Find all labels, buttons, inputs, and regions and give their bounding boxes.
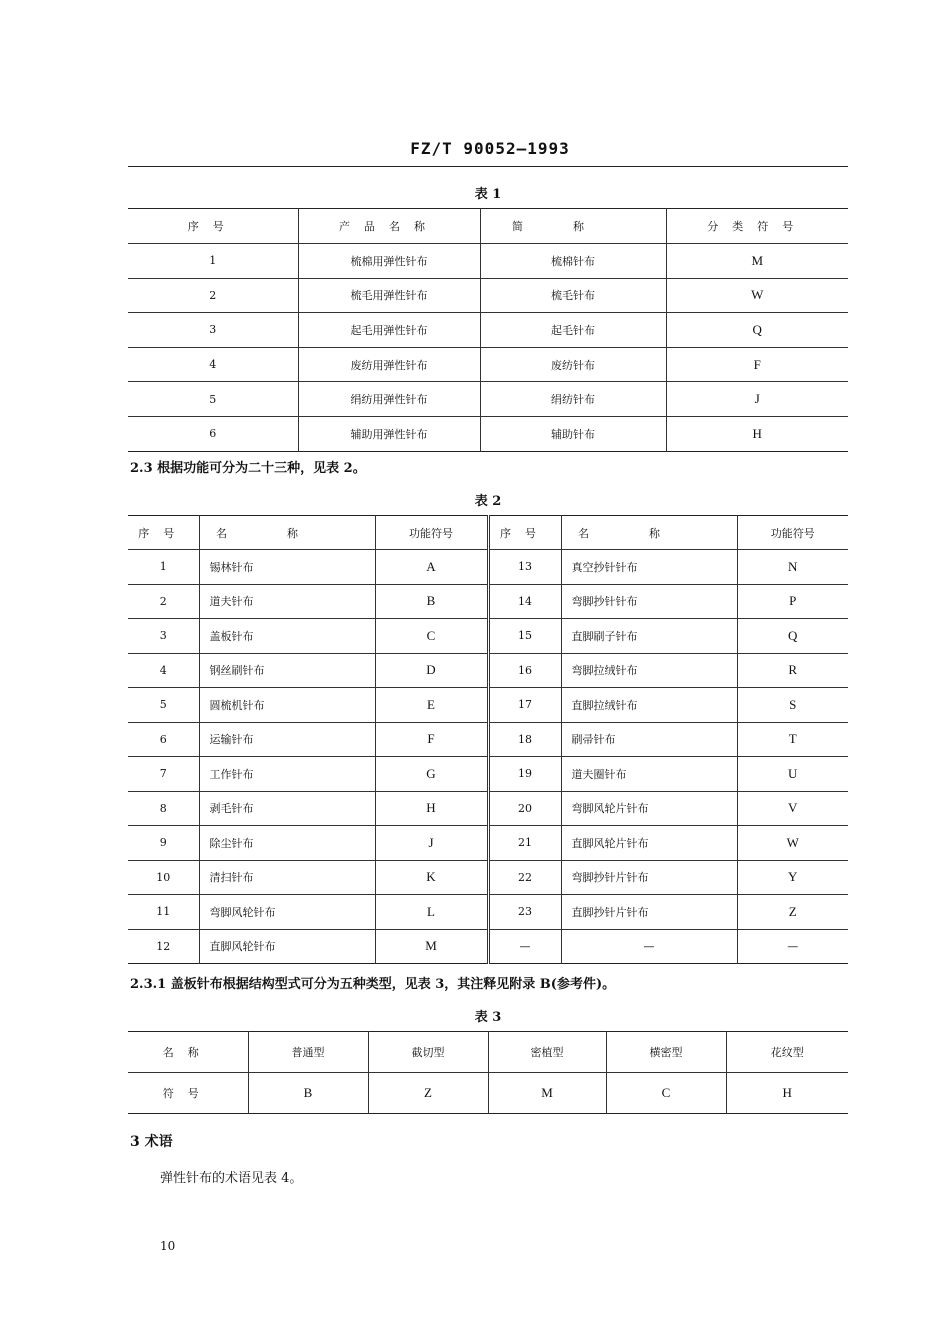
table3-symbol-row	[128, 1073, 848, 1114]
table-cell: 20	[488, 791, 561, 826]
table-cell: 运输针布	[199, 722, 375, 757]
table-cell: 直脚抄针片针布	[561, 895, 737, 930]
table-cell: 弯脚抄针针布	[561, 584, 737, 619]
table-row	[128, 244, 848, 279]
table-row	[128, 278, 848, 313]
table-cell: 盖板针布	[199, 619, 375, 654]
table3-name-row	[128, 1032, 848, 1073]
table3-caption: 表 3	[474, 1010, 502, 1025]
table-cell: W	[737, 826, 848, 861]
table2	[128, 515, 848, 964]
table-cell: 2	[128, 584, 199, 619]
table-row	[128, 860, 848, 895]
table-cell: 23	[488, 895, 561, 930]
table-cell: 6	[128, 416, 298, 451]
table-cell: A	[375, 550, 488, 585]
table-cell: 22	[488, 860, 561, 895]
table-cell: 梳毛用弹性针布	[298, 278, 480, 313]
table1	[128, 208, 848, 452]
standard-code-header: FZ/T 90052—1993	[410, 139, 570, 158]
table-cell: 锡林针布	[199, 550, 375, 585]
table-cell: 剥毛针布	[199, 791, 375, 826]
table-cell: 13	[488, 550, 561, 585]
table-row	[128, 929, 848, 964]
table-cell: 弯脚抄针片针布	[561, 860, 737, 895]
table1-header-cell: 分类符号	[666, 209, 848, 244]
table-cell: F	[666, 347, 848, 382]
table-cell: Z	[368, 1073, 488, 1114]
section-2-3-1-text: 2.3.1 盖板针布根据结构型式可分为五种类型，见表 3，其注释见附录 B(参考件)。	[130, 977, 616, 992]
table-cell: S	[737, 688, 848, 723]
table-row	[128, 826, 848, 861]
section-2-3-text: 2.3 根据功能可分为二十三种，见表 2。	[130, 461, 366, 476]
table-cell: C	[375, 619, 488, 654]
table-cell: 起毛针布	[480, 313, 666, 348]
table-cell: 普通型	[248, 1032, 368, 1073]
table-cell: 废纺用弹性针布	[298, 347, 480, 382]
table-cell: 钢丝刷针布	[199, 653, 375, 688]
table-cell: 直脚刷子针布	[561, 619, 737, 654]
table2-header-cell: 名称	[199, 516, 375, 550]
table-cell: 19	[488, 757, 561, 792]
table-cell: 17	[488, 688, 561, 723]
table-cell: Z	[737, 895, 848, 930]
table-cell: 辅助针布	[480, 416, 666, 451]
table-cell: H	[666, 416, 848, 451]
table3	[128, 1031, 848, 1114]
table-row	[128, 688, 848, 723]
table-cell: 2	[128, 278, 298, 313]
table-cell: 1	[128, 244, 298, 279]
table-cell: B	[375, 584, 488, 619]
table-row	[128, 791, 848, 826]
table1-header-row	[128, 209, 848, 244]
table-row	[128, 584, 848, 619]
table-cell: 18	[488, 722, 561, 757]
table-row	[128, 347, 848, 382]
table-cell: D	[375, 653, 488, 688]
table1-header-cell: 序号	[128, 209, 298, 244]
table-cell: 8	[128, 791, 199, 826]
table-cell: H	[375, 791, 488, 826]
table-cell: 14	[488, 584, 561, 619]
table-cell: 1	[128, 550, 199, 585]
table-cell: R	[737, 653, 848, 688]
table1-caption: 表 1	[474, 187, 502, 202]
table-cell: 弯脚风轮针布	[199, 895, 375, 930]
table-cell: E	[375, 688, 488, 723]
table-cell: T	[737, 722, 848, 757]
table-cell: C	[606, 1073, 726, 1114]
table-cell: —	[488, 929, 561, 964]
table-cell: 梳毛针布	[480, 278, 666, 313]
table2-header-cell: 功能符号	[375, 516, 488, 550]
table-cell: U	[737, 757, 848, 792]
table-cell: 除尘针布	[199, 826, 375, 861]
table-cell: 直脚风轮片针布	[561, 826, 737, 861]
table-cell: 弯脚风轮片针布	[561, 791, 737, 826]
table-cell: B	[248, 1073, 368, 1114]
table-row	[128, 722, 848, 757]
table2-header-cell: 序号	[488, 516, 561, 550]
table-cell: 密植型	[488, 1032, 606, 1073]
table2-header-cell: 序号	[128, 516, 199, 550]
table-row	[128, 382, 848, 417]
table-cell: 15	[488, 619, 561, 654]
table-cell: 废纺针布	[480, 347, 666, 382]
table-cell: J	[375, 826, 488, 861]
table-cell: 11	[128, 895, 199, 930]
table-cell: W	[666, 278, 848, 313]
table-cell: 绢纺用弹性针布	[298, 382, 480, 417]
table-cell: P	[737, 584, 848, 619]
table-row	[128, 757, 848, 792]
table-cell: 直脚风轮针布	[199, 929, 375, 964]
table-cell: 梳棉针布	[480, 244, 666, 279]
table-cell: 12	[128, 929, 199, 964]
table-cell: Y	[737, 860, 848, 895]
table-cell: H	[726, 1073, 848, 1114]
table-cell: 道夫针布	[199, 584, 375, 619]
table-cell: K	[375, 860, 488, 895]
table-cell: 梳棉用弹性针布	[298, 244, 480, 279]
table-cell: 道夫圈针布	[561, 757, 737, 792]
table-row	[128, 653, 848, 688]
table-cell: 清扫针布	[199, 860, 375, 895]
table-cell: 7	[128, 757, 199, 792]
table-row	[128, 416, 848, 451]
table-cell: F	[375, 722, 488, 757]
table2-caption: 表 2	[474, 494, 502, 509]
table-cell: Q	[666, 313, 848, 348]
table-cell: 21	[488, 826, 561, 861]
table-cell: N	[737, 550, 848, 585]
table-cell: 绢纺针布	[480, 382, 666, 417]
table-cell: 5	[128, 688, 199, 723]
table-cell: 符号	[128, 1073, 248, 1114]
table1-header-cell: 产品名称	[298, 209, 480, 244]
table-cell: 5	[128, 382, 298, 417]
table-cell: J	[666, 382, 848, 417]
table-cell: 直脚拉绒针布	[561, 688, 737, 723]
table1-header-cell: 简称	[480, 209, 666, 244]
table-cell: 3	[128, 619, 199, 654]
table-cell: 名称	[162, 1046, 213, 1059]
table2-header-row	[128, 516, 848, 550]
table-cell: 3	[128, 313, 298, 348]
table-row	[128, 550, 848, 585]
section-3-text: 弹性针布的术语见表 4。	[160, 1171, 303, 1186]
table-cell: 真空抄针针布	[561, 550, 737, 585]
table-cell: —	[737, 929, 848, 964]
table-row	[128, 313, 848, 348]
table-cell: 截切型	[368, 1032, 488, 1073]
header-rule	[128, 166, 848, 167]
table-cell: 辅助用弹性针布	[298, 416, 480, 451]
table-cell: 6	[128, 722, 199, 757]
table2-header-cell: 功能符号	[737, 516, 848, 550]
table-cell: 4	[128, 653, 199, 688]
table-cell: M	[666, 244, 848, 279]
table-cell: G	[375, 757, 488, 792]
table-cell: 9	[128, 826, 199, 861]
table-cell: —	[561, 929, 737, 964]
page-number: 10	[160, 1239, 176, 1253]
table-row	[128, 895, 848, 930]
table-cell: 圆梳机针布	[199, 688, 375, 723]
table-cell: 4	[128, 347, 298, 382]
table-cell: 横密型	[606, 1032, 726, 1073]
table-cell: L	[375, 895, 488, 930]
table-cell: 10	[128, 860, 199, 895]
table-cell: V	[737, 791, 848, 826]
section-3-heading: 3 术语	[130, 1134, 173, 1150]
table-cell: M	[488, 1073, 606, 1114]
table-cell: 弯脚拉绒针布	[561, 653, 737, 688]
table-cell: 花纹型	[726, 1032, 848, 1073]
table-cell: Q	[737, 619, 848, 654]
table-cell: 起毛用弹性针布	[298, 313, 480, 348]
table-cell: 刷帚针布	[561, 722, 737, 757]
table2-header-cell: 名称	[561, 516, 737, 550]
table-cell: 16	[488, 653, 561, 688]
table-row	[128, 619, 848, 654]
table-cell: M	[375, 929, 488, 964]
table-cell: 工作针布	[199, 757, 375, 792]
